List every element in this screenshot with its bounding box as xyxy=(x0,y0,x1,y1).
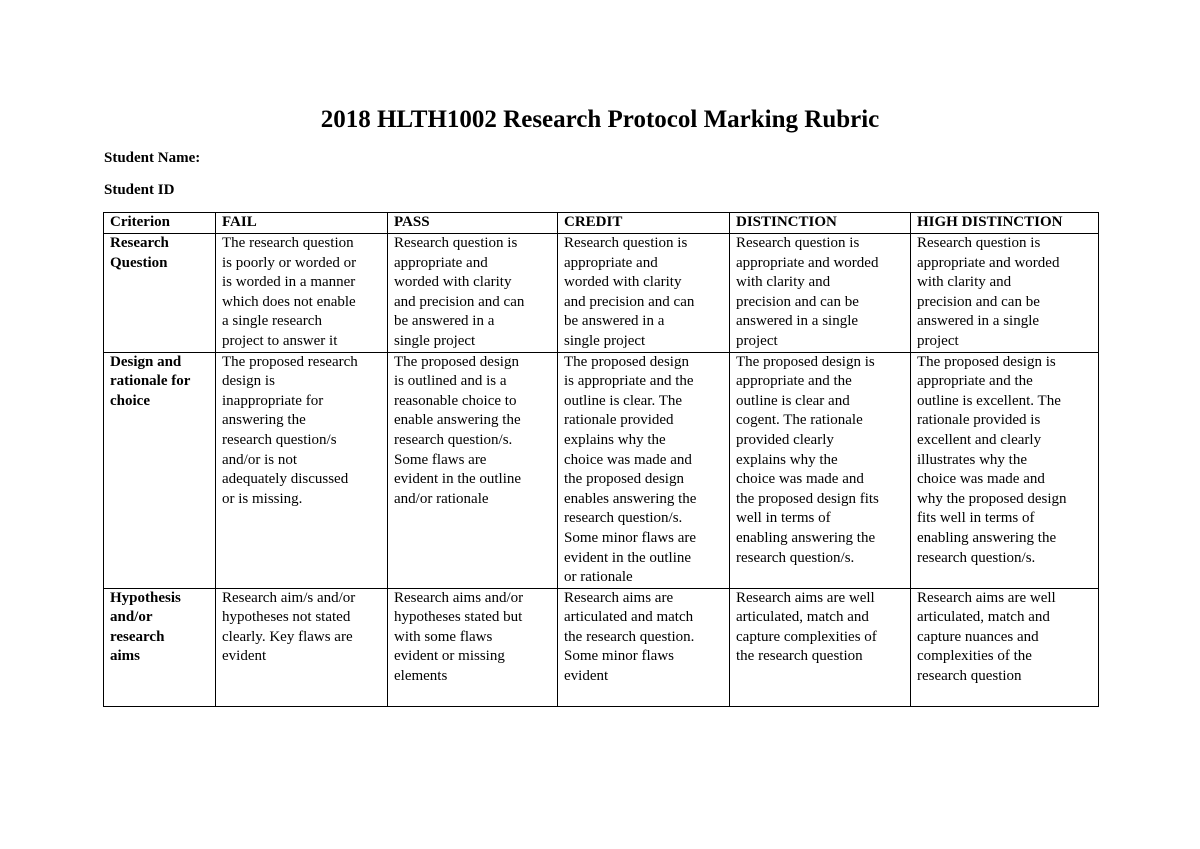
header-distinction: DISTINCTION xyxy=(730,213,911,234)
criterion-cell: Design and rationale for choice xyxy=(104,352,216,588)
table-row xyxy=(104,588,1099,706)
student-id-label: Student ID xyxy=(104,182,175,198)
header-high-distinction: HIGH DISTINCTION xyxy=(911,213,1099,234)
header-criterion: Criterion xyxy=(104,213,216,234)
table-cell: The proposed design is appropriate and the outline is clear and cogent. The rationale provided clearly explains why the choice was made and the proposed design fits well in terms of enabling answering the research question/s. xyxy=(730,352,911,588)
table-cell: The proposed research design is inappropriate for answering the research question/s and/or is not adequately discussed or is missing. xyxy=(216,352,388,588)
table-cell: Research aims are articulated and match the research question. Some minor flaws evident xyxy=(558,588,730,706)
criterion-cell: Hypothesis and/or research aims xyxy=(104,588,216,706)
table-cell: Research question is appropriate and worded with clarity and precision and can be answered in a single project xyxy=(558,234,730,353)
table-cell: Research aims are well articulated, match and capture nuances and complexities of the research question xyxy=(911,588,1099,706)
table-cell: The research question is poorly or worded or is worded in a manner which does not enable a single research project to answer it xyxy=(216,234,388,353)
rubric-table xyxy=(103,212,1099,707)
table-cell: Research question is appropriate and worded with clarity and precision and can be answered in a single project xyxy=(911,234,1099,353)
student-name-label: Student Name: xyxy=(104,150,201,166)
criterion-cell: Research Question xyxy=(104,234,216,353)
table-cell: The proposed design is outlined and is a reasonable choice to enable answering the research question/s. Some flaws are evident in the outline and/or rationale xyxy=(388,352,558,588)
table-cell: Research aims are well articulated, match and capture complexities of the research question xyxy=(730,588,911,706)
table-cell: Research question is appropriate and worded with clarity and precision and can be answered in a single project xyxy=(388,234,558,353)
header-fail: FAIL xyxy=(216,213,388,234)
header-row xyxy=(104,213,1099,234)
table-row xyxy=(104,352,1099,588)
table-cell: Research aim/s and/or hypotheses not stated clearly. Key flaws are evident xyxy=(216,588,388,706)
table-cell: Research question is appropriate and worded with clarity and precision and can be answered in a single project xyxy=(730,234,911,353)
table-cell: The proposed design is appropriate and the outline is excellent. The rationale provided is excellent and clearly illustrates why the choice was made and why the proposed design fits well in terms of enabling answering the research question/s. xyxy=(911,352,1099,588)
page-title: 2018 HLTH1002 Research Protocol Marking Rubric xyxy=(320,106,880,133)
table-row xyxy=(104,234,1099,353)
header-credit: CREDIT xyxy=(558,213,730,234)
table-cell: The proposed design is appropriate and the outline is clear. The rationale provided explains why the choice was made and the proposed design enables answering the research question/s. Some minor flaws are evident in the outline or rationale xyxy=(558,352,730,588)
header-pass: PASS xyxy=(388,213,558,234)
table-cell: Research aims and/or hypotheses stated but with some flaws evident or missing elements xyxy=(388,588,558,706)
